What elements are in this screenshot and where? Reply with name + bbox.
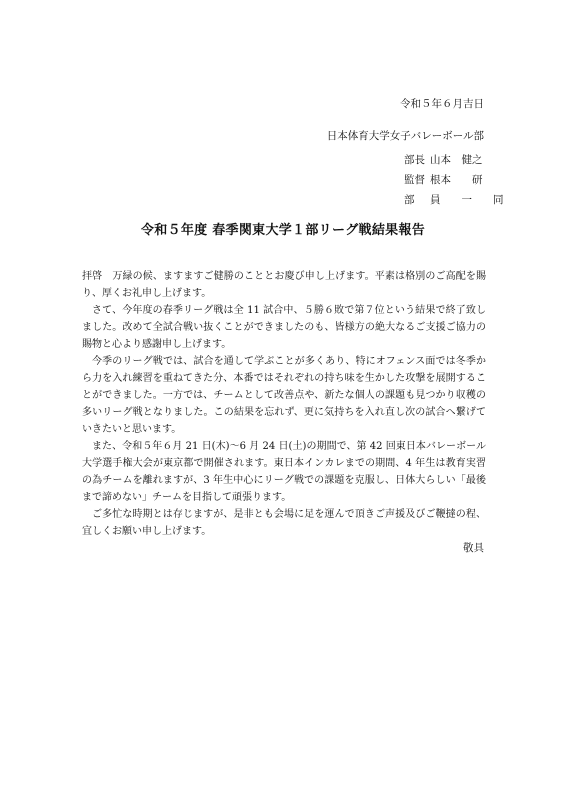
signatory-role: 部 [404,194,415,206]
signatory-row [404,170,504,190]
signatory-row [404,190,504,210]
signatory-name: 根本 研 [430,174,483,186]
body-paragraph: さて、今年度の春季リーグ戦は全 11 試合中、５勝６敗で第７位という結果で終了致しました。改めて全試合戦い抜くことができましたのも、皆様方の絶大なるご支援ご協力の賜物と心より感謝申し上げます。 [82,305,486,350]
signatory-row [404,150,504,170]
organization-name: 日本体育大学女子バレーボール部 [326,130,484,142]
signatory-role: 監督 [404,174,425,186]
body-paragraph: 拝啓 万緑の候、ますますご健勝のこととお慶び申し上げます。平素は格別のご高配を賜り、厚くお礼申し上げます。 [82,271,486,299]
closing-remark: 敬具 [463,542,484,554]
signatory-role: 部長 [404,154,425,166]
body-paragraph: また、令和５年６月 21 日(木)～6 月 24 日(土)の期間で、第 42 回東日本バレーボール大学選手権大会が東京都で開催されます。東日本インカレまでの期間、4 年生は教育実習の為チームを離れますが、3 年生中心にリーグ戦での課題を克服し、日体大らしい「最後まで諦めない」チームを目指して頑張ります。 [82,441,486,503]
body-paragraph: ご多忙な時期とは存じますが、是非とも会場に足を運んで頂きご声援及びご鞭撻の程、宜しくお願い申し上げます。 [82,509,486,537]
signatory-name: 員 一 同 [430,194,504,206]
report-title: 令和５年度 春季関東大学１部リーグ戦結果報告 [140,223,426,238]
letter-date: 令和５年６月吉日 [400,98,484,110]
body-paragraph: 今季のリーグ戦では、試合を通して学ぶことが多くあり、特にオフェンス面では冬季から力を入れ練習を重ねてきた分、本番ではそれぞれの持ち味を生かした攻撃を展開することができました。一方では、チームとして改善点や、新たな個人の課題も見つかり収穫の多いリーグ戦となりました。この結果を忘れず、更に気持ちを入れ直し次の試合へ繋げていきたいと思います。 [82,356,486,435]
signatory-block [404,150,504,210]
letter-body [82,268,486,540]
signatory-name: 山本 健之 [430,154,483,166]
